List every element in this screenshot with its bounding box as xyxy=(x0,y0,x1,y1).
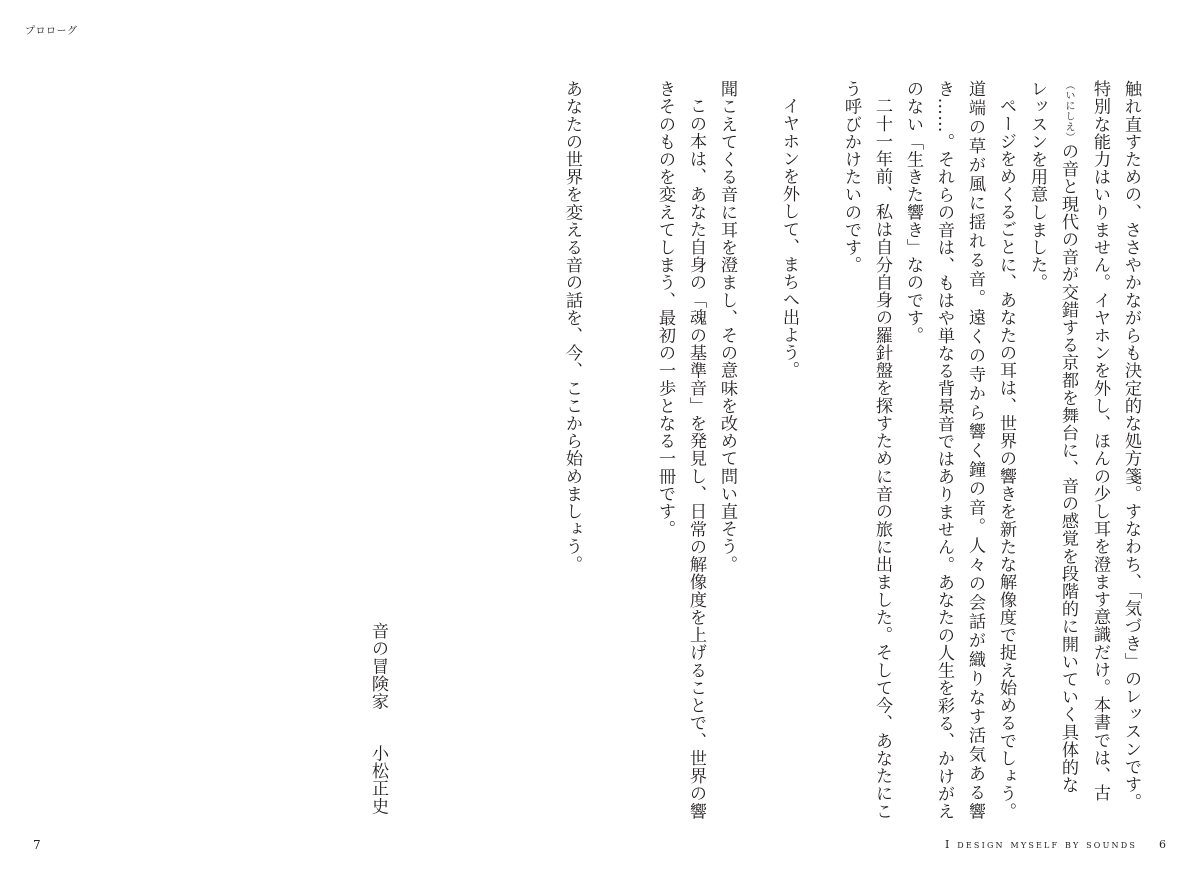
paragraph-1-line-3-text: の音と現代の音が交錯する京都を舞台に、音の感覚を段階的に開いていく具体的な xyxy=(1058,142,1078,794)
author-signature xyxy=(362,622,393,815)
page-number-right: 6 xyxy=(1159,838,1166,851)
main-text-column xyxy=(556,80,1146,820)
running-footer xyxy=(945,838,1166,851)
paragraph-2: ページをめくるごとに、あなたの耳は、世界の響きを新たな解像度で捉え始めるでしょう。道端の草が風に揺れる音。遠くの寺から響く鐘の音。人々の会話が織りなす活気ある響き……。それらの音は、もはや単なる背景音ではありません。あなたの人生を彩る、かけがえのない「生きた響き」なのです。 xyxy=(903,80,1016,820)
author-title: 音の冒険家 xyxy=(368,622,388,710)
running-title: I design myself by sounds xyxy=(945,838,1137,851)
section-header: プロローグ xyxy=(25,26,78,37)
paragraph-1-line-2: 特別な能力はいりません。イヤホンを外し、ほんの少し耳を澄ます意識だけ。本書では、古 xyxy=(1090,80,1110,802)
paragraph-3: 二十一年前、私は自分自身の羅針盤を探すために音の旅に出ました。そして今、あなたにこう呼びかけたいのです。 xyxy=(841,80,892,820)
page-number-left: 7 xyxy=(33,838,41,852)
paragraph-1-line-1: 触れ直すための、ささやかながらも決定的な処方箋。すなわち、「気づき」のレッスンです。 xyxy=(1121,80,1141,811)
paragraph-4-line-2: 聞こえてくる音に耳を澄まし、その意味を改めて問い直そう。 xyxy=(717,80,737,573)
paragraph-6: あなたの世界を変える音の話を、今、ここから始めましょう。 xyxy=(562,80,582,573)
paragraph-1-line-3 xyxy=(1052,80,1084,820)
ruby-reading: （いにしえ） xyxy=(1063,80,1074,143)
paragraph-4-line-1: イヤホンを外して、まちへ出よう。 xyxy=(779,97,799,379)
author-name: 小松正史 xyxy=(368,744,388,815)
paragraph-1-line-4: レッスンを用意しました。 xyxy=(1027,80,1047,292)
paragraph-5: この本は、あなた自身の「魂の基準音」を発見し、日常の解像度を上げることで、世界の響きそのものを変えてしまう、最初の一歩となる一冊です。 xyxy=(655,80,706,820)
